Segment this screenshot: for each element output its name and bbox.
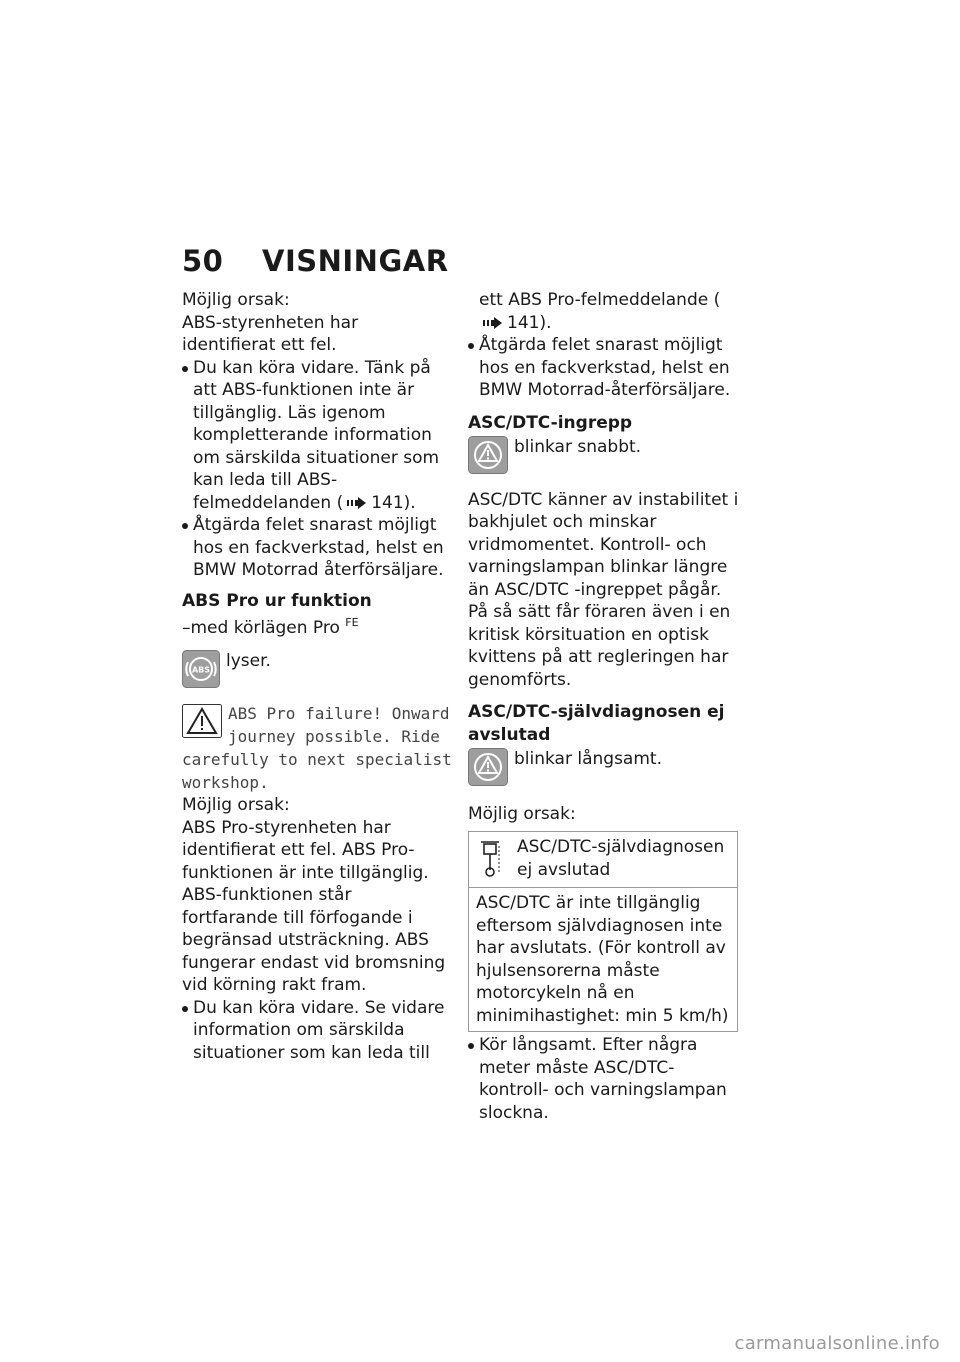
list-item: Du kan köra vidare. Se vidare information om särskilda situationer som kan leda till xyxy=(182,997,452,1065)
table-row xyxy=(469,888,737,1031)
list-item: Åtgärda felet snarast möjligt hos en fackverkstad, helst en BMW Motorrad återförsäljare. xyxy=(182,514,452,582)
bullet-icon xyxy=(182,523,188,529)
bullet-list xyxy=(468,334,740,402)
continued-text: ett ABS Pro-felmeddelande (141). xyxy=(479,290,721,333)
abs-warning-lamp-icon xyxy=(182,650,220,695)
cause-label: Möjlig orsak: xyxy=(182,290,290,310)
left-column xyxy=(182,289,452,1064)
section-title: ASC/DTC-ingrepp xyxy=(468,412,633,433)
display-message-block xyxy=(182,702,452,794)
asc-description: ASC/DTC känner av instabilitet i bakhjulet och minskar vridmomentet. Kontroll- och varningslampan blinkar längre än ASC/DTC -ingreppet pågår. På så sätt får föraren även i en kritisk körsituation en optisk kvittens på att regleringen har genomförts. xyxy=(468,489,739,690)
lamp-status: lyser. xyxy=(226,650,271,671)
list-item: Åtgärda felet snarast möjligt hos en fackverkstad, helst en BMW Motorrad-återförsäljare. xyxy=(468,334,740,402)
bullet-list xyxy=(182,997,452,1065)
asc-warning-lamp-icon xyxy=(468,436,508,481)
bullet-icon xyxy=(468,1043,474,1049)
asc-lamp-line xyxy=(468,436,740,481)
warning-triangle-icon xyxy=(182,704,222,738)
svg-text:ABS: ABS xyxy=(191,665,211,674)
cause-label: Möjlig orsak: xyxy=(182,795,290,815)
table-body: ASC/DTC är inte tillgänglig eftersom självdiagnosen inte har avslutats. (För kontroll av hjulsensorerna måste motorcykeln nå en minimihastighet: min 5 km/h) xyxy=(476,893,729,1026)
cause-label: Möjlig orsak: xyxy=(468,803,576,824)
cause-text: ABS Pro-styrenheten har identifierat ett fel. ABS Pro-funktionen är inte tillgänglig. ABS-funktionen står fortfarande till förfogande i begränsad utsträckning. ABS fungerar endast vid bromsning vid körning rakt fram. xyxy=(182,817,446,995)
table-head: ASC/DTC-självdiagnosen ej avslutad xyxy=(517,837,725,880)
diagnosis-tool-icon xyxy=(475,836,509,878)
bullet-icon xyxy=(182,366,188,372)
page-title: VISNINGAR xyxy=(262,244,449,278)
page-reference: 141 xyxy=(371,492,404,513)
table-row xyxy=(469,832,737,888)
section-subtitle: –med körlägen Pro $^{FE}$ xyxy=(182,616,359,638)
bullet-icon xyxy=(182,1006,188,1012)
display-message: ABS Pro failure! Onward journey possible. Ride carefully to next specialist workshop. xyxy=(182,704,452,792)
bullet-list xyxy=(182,357,452,582)
bullet-icon xyxy=(468,343,474,349)
page-reference-arrow-icon xyxy=(347,497,367,509)
cause-text: ABS-styrenheten har identifierat ett fel. xyxy=(182,312,359,355)
selfdiag-lamp-line xyxy=(468,748,740,793)
page-header xyxy=(182,244,449,278)
lamp-status: blinkar snabbt. xyxy=(514,437,642,457)
page-number: 50 xyxy=(182,244,224,278)
watermark: carmanualsonline.info xyxy=(734,1333,940,1354)
bullet-list xyxy=(468,1034,740,1124)
info-table xyxy=(468,831,738,1032)
page-reference: 141 xyxy=(507,312,540,333)
asc-warning-lamp-icon xyxy=(468,748,508,793)
right-column xyxy=(468,289,740,1124)
lamp-status: blinkar långsamt. xyxy=(514,749,662,769)
section-title: ASC/DTC-självdiagnosen ej avslutad xyxy=(468,702,725,745)
list-item: Du kan köra vidare. Tänk på att ABS-funktionen inte är tillgänglig. Läs igenom kompletterande information om särskilda situationer som kan leda till ABS-felmeddelanden ( 141). xyxy=(182,357,452,515)
list-item: Kör långsamt. Efter några meter måste ASC/DTC-kontroll- och varningslampan slockna. xyxy=(468,1034,740,1124)
section-title: ABS Pro ur funktion xyxy=(182,590,372,611)
abs-lamp-line xyxy=(182,650,452,695)
page-reference-arrow-icon xyxy=(483,317,503,329)
